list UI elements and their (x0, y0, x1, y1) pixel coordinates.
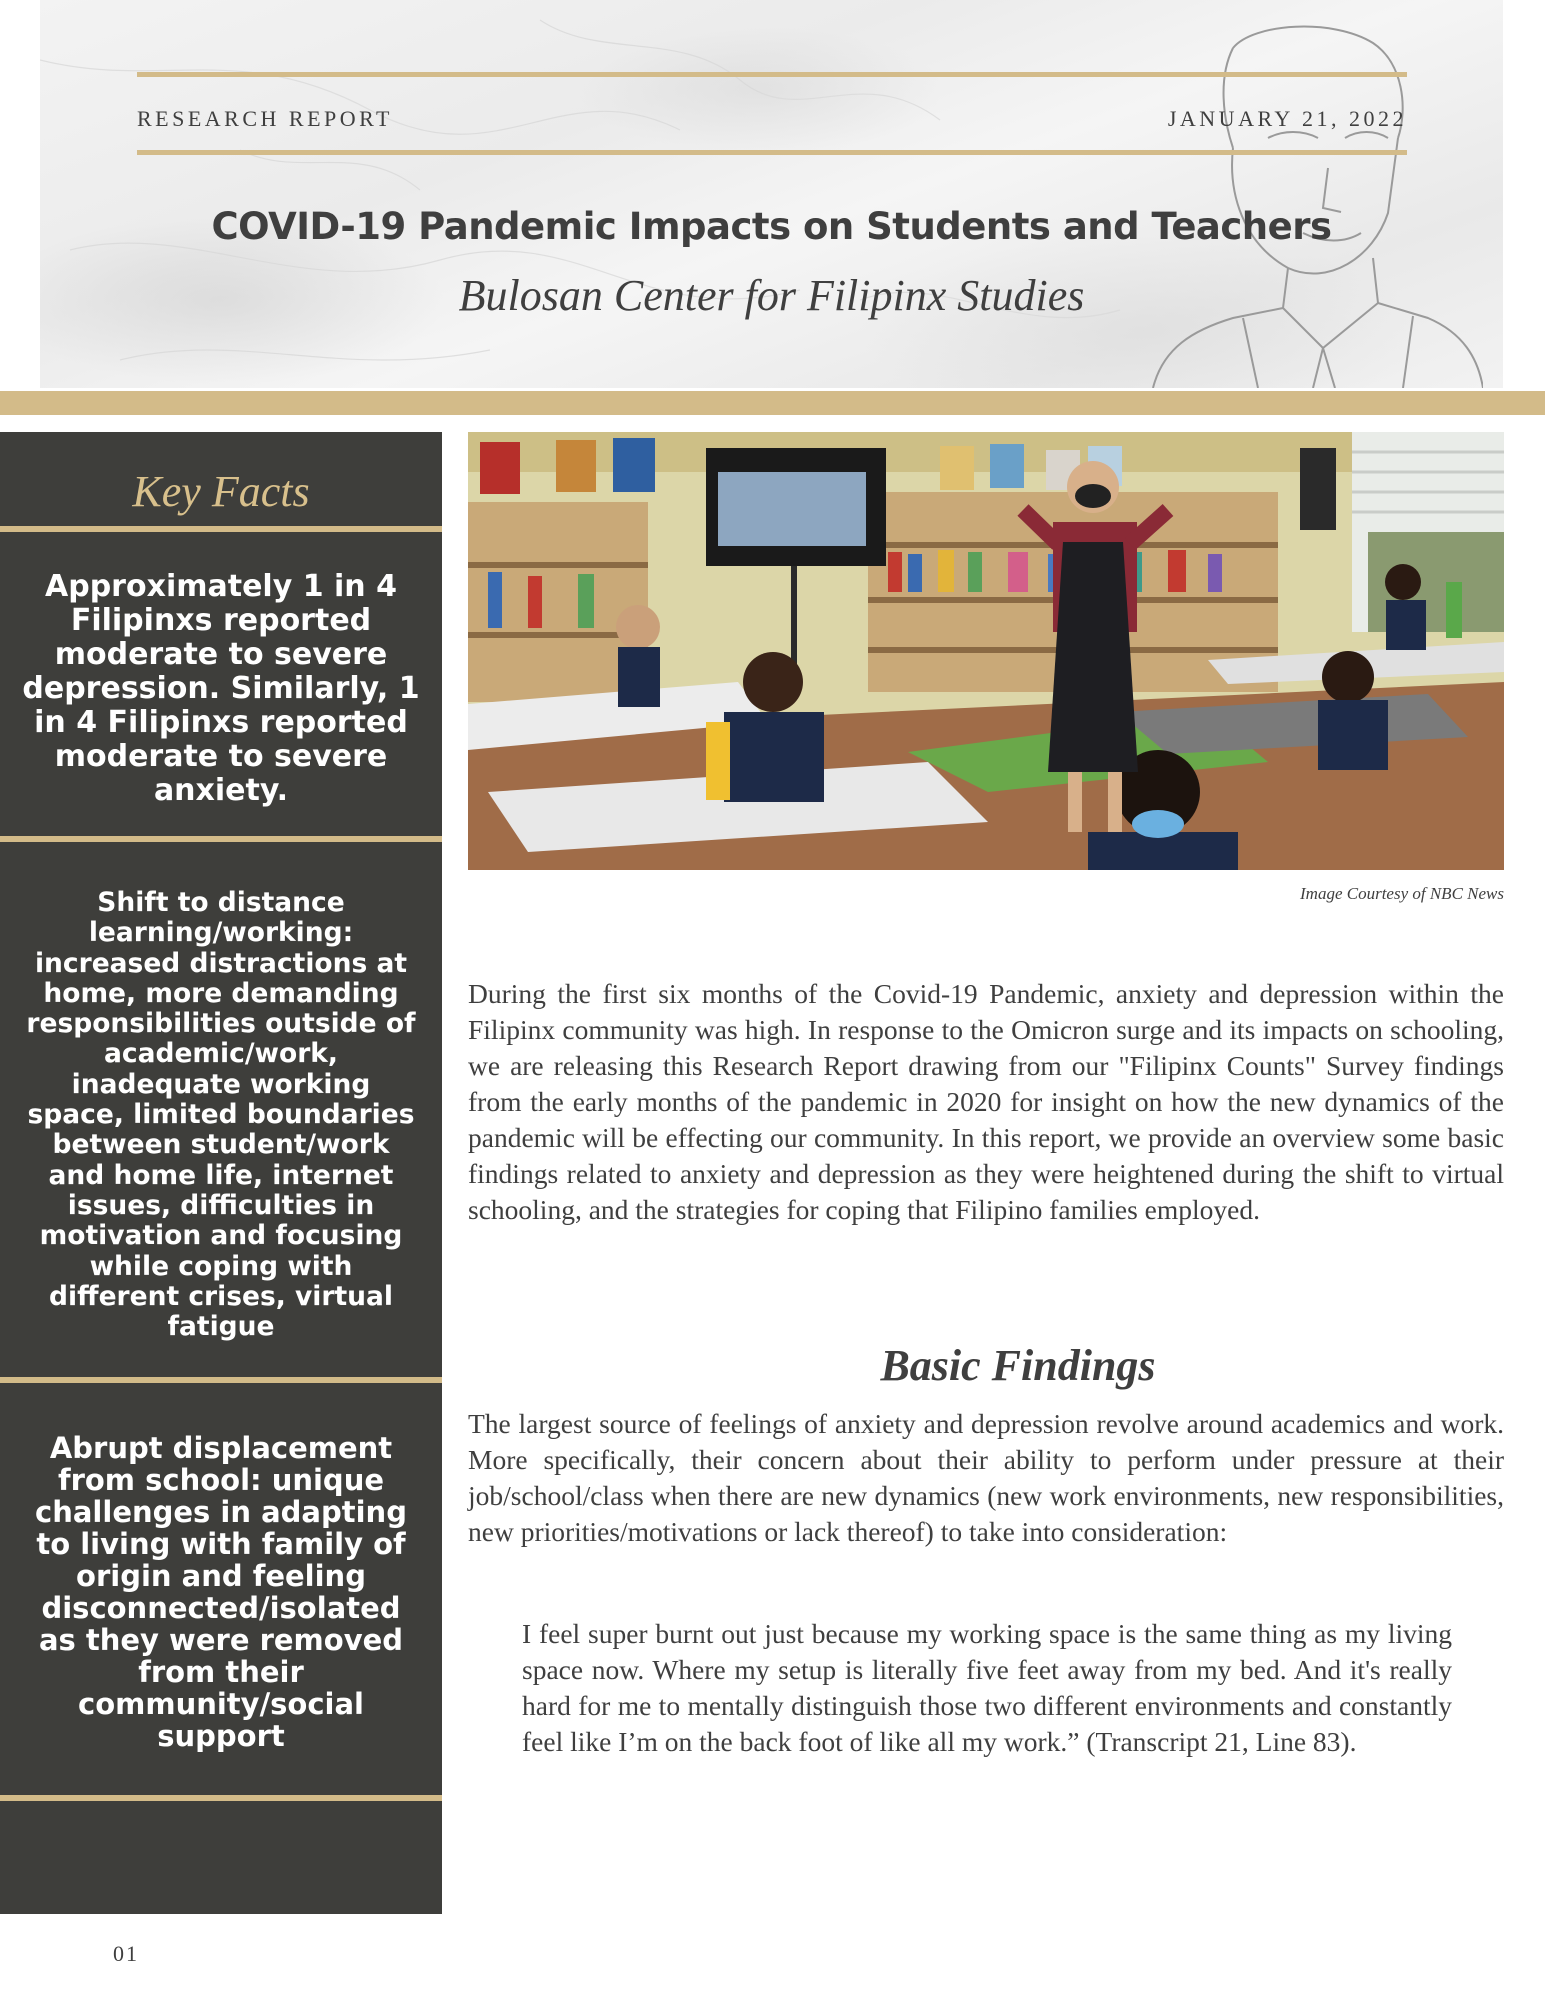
photo-caption: Image Courtesy of NBC News (1300, 884, 1504, 903)
sidebar-divider (0, 526, 442, 532)
classroom-photo (468, 432, 1504, 870)
intro-paragraph: During the first six months of the Covid-19 Pandemic, anxiety and depression within the Filipinx community was high. In response to the Omicron surge and its impacts on schooling, we are releasing this Research Report drawing from our "Filipinx Counts" Survey findings from the early months of the pandemic in 2020 for insight on how the new dynamics of the pandemic will be effecting our community. In this report, we provide an overview some basic findings related to anxiety and depression as they were heightened during the shift to virtual schooling, and the strategies for coping that Filipino families employed. (468, 978, 1504, 1225)
key-fact-1: Approximately 1 in 4 Filipinxs reported moderate to severe depression. Similarly, 1 in 4 Filipinxs reported moderate to severe anxiety. (22, 569, 420, 808)
sidebar-divider (0, 1795, 442, 1801)
header-top-rule (137, 72, 1407, 77)
section-heading: Basic Findings (880, 1341, 1156, 1390)
report-header (40, 0, 1503, 388)
report-type-label: RESEARCH REPORT (137, 106, 393, 131)
sidebar-divider (0, 836, 442, 842)
page-number: 01 (113, 1941, 139, 1966)
key-fact-2: Shift to distance learning/working: increased distractions at home, more demanding responsibilities outside of academic/work, inadequate working space, limited boundaries between student/work and home life, internet issues, difficulties in motivation and focusing while coping with different crises, virtual fatigue (26, 887, 416, 1343)
report-subtitle: Bulosan Center for Filipinx Studies (458, 271, 1085, 320)
header-bottom-rule (137, 150, 1407, 155)
key-fact-3: Abrupt displacement from school: unique challenges in adapting to living with family of origin and feeling disconnected/isolated as they were removed from their community/social support (35, 1431, 407, 1753)
report-title: COVID-19 Pandemic Impacts on Students and Teachers (211, 205, 1332, 248)
interview-quote: I feel super burnt out just because my working space is the same thing as my living space now. Where my setup is literally five feet away from my bed. And it's really hard for me to mentally distinguish those two different environments and constantly feel like I’m on the back foot of like all my work.” (Transcript 21, Line 83). (522, 1618, 1452, 1757)
header-gold-band (0, 391, 1545, 415)
sidebar-divider (0, 1377, 442, 1383)
report-date: JANUARY 21, 2022 (1167, 106, 1407, 131)
key-facts-heading: Key Facts (132, 467, 310, 516)
findings-paragraph: The largest source of feelings of anxiety and depression revolve around academics and work. More specifically, their concern about their ability to perform under pressure at their job/school/class when there are new dynamics (new work environments, new responsibilities, new priorities/motivations or lack thereof) to take into consideration: (468, 1408, 1504, 1547)
